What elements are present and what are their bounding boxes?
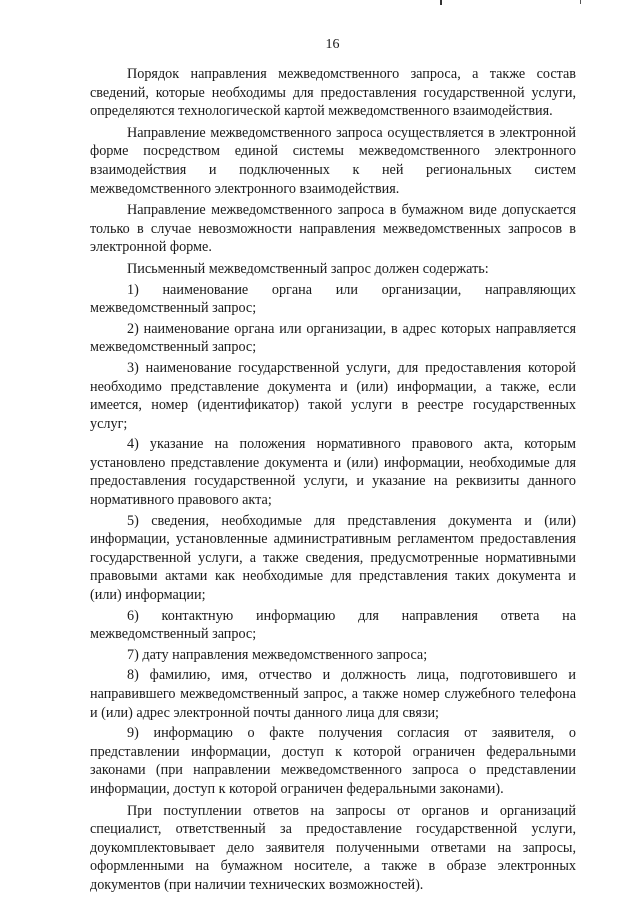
paragraph-request-contents-intro: Письменный межведомственный запрос должен содержать:	[127, 260, 489, 277]
paragraph-responses: При поступлении ответов на запросы от органов и организаций специалист, ответственный за предоставление государственной услуги, доукомплектовывает дело заявителя полученными ответами на запросы, оформленными на бумажном носителе, а также в образе электронных документов (при наличии технических возможностей).	[90, 802, 576, 893]
list-item-4: 4) указание на положения нормативного правового акта, которым установлено представление документа и (или) информации, необходимые для предоставления государственной услуги, и указание на реквизиты данного нормативного правового акта;	[90, 436, 576, 509]
page-number: 16	[325, 37, 340, 52]
list-item-2: 2) наименование органа или организации, в адрес которых направляется межведомственный запрос;	[90, 320, 576, 356]
list-item-8: 8) фамилию, имя, отчество и должность лица, подготовившего и направившего межведомственный запрос, а также номер служебного телефона и (или) адрес электронной почты данного лица для связи;	[90, 667, 576, 721]
document-body	[90, 65, 576, 895]
paragraph-paper-form: Направление межведомственного запроса в бумажном виде допускается только в случае невозможности направления межведомственных запросов в электронной форме.	[90, 202, 576, 256]
list-item-5: 5) сведения, необходимые для представления документа и (или) информации, установленные административным регламентом предоставления государственной услуги, а также сведения, предусмотренные нормативными правовыми актами как необходимые для представления таких документа и (или) информации;	[90, 512, 576, 604]
list-item-3: 3) наименование государственной услуги, для предоставления которой необходимо представление документа и (или) информации, а также, если имеется, номер (идентификатор) такой услуги в реестре государственных услуг;	[90, 359, 576, 432]
list-item-7: 7) дату направления межведомственного запроса;	[127, 646, 428, 663]
list-item-9: 9) информацию о факте получения согласия от заявителя, о представлении информации, доступ к которой ограничен федеральными законами (при направлении межведомственного запроса о представлении информации, доступ к которой ограничен федеральными законами).	[90, 725, 576, 797]
paragraph-request-procedure: Порядок направления межведомственного запроса, а также состав сведений, которые необходимы для предоставления государственной услуги, определяются технологической картой межведомственного взаимодействия.	[90, 66, 576, 120]
list-item-1: 1) наименование органа или организации, направляющих межведомственный запрос;	[90, 281, 576, 317]
paragraph-electronic-form: Направление межведомственного запроса осуществляется в электронной форме посредством единой системы межведомственного электронного взаимодействия и подключенных к ней региональных систем межведомственного электронного взаимодействия.	[90, 124, 576, 197]
scan-edge-mark	[580, 0, 581, 4]
list-item-6: 6) контактную информацию для направления ответа на межведомственный запрос;	[90, 607, 576, 643]
scan-edge-mark	[440, 0, 442, 5]
